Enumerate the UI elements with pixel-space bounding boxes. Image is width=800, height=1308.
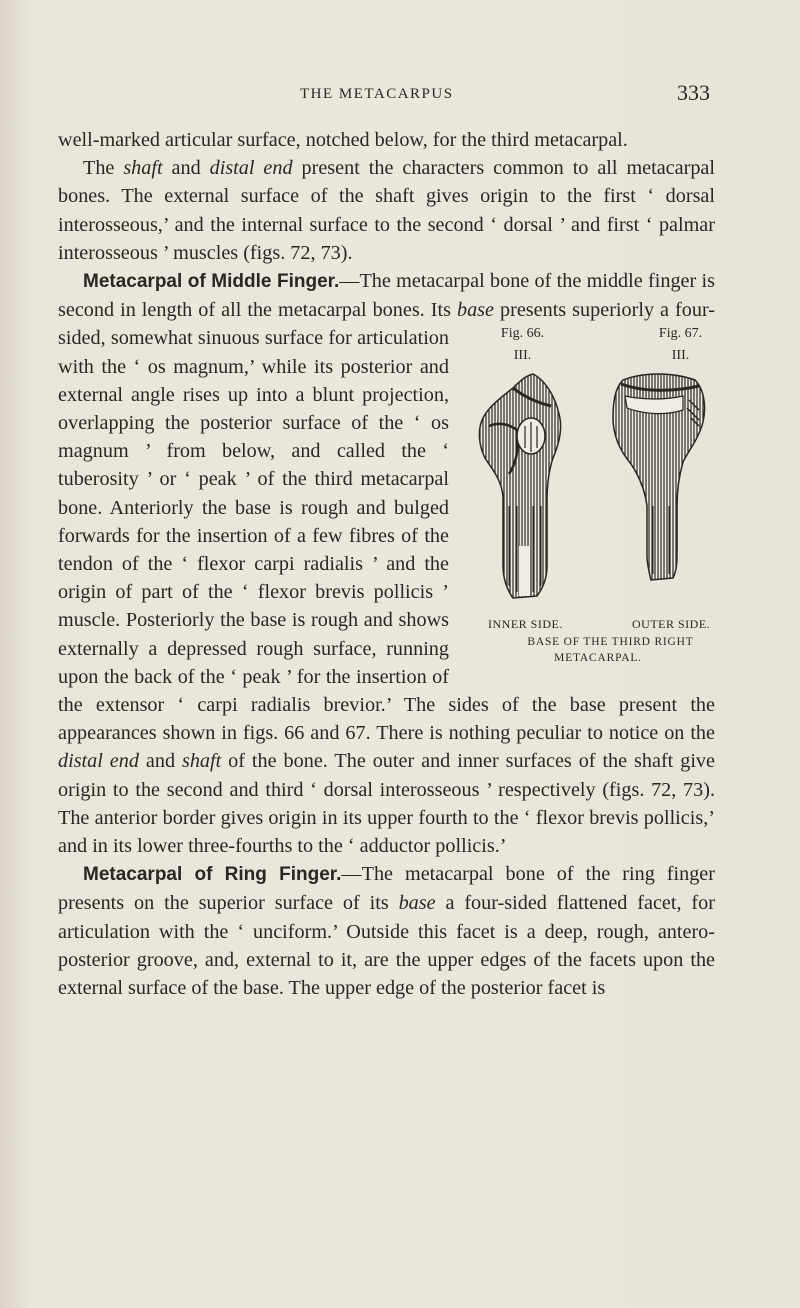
italic-term: base [398,892,436,915]
text-run: and [138,750,182,773]
section-heading-ring-finger: Metacarpal of Ring Finger. [83,864,342,886]
text-run: present the characters common to all metacarpal bones. The external surface of the shaft gives origin to the first ‘ dorsal interosseous,’ and the internal surface to the second ‘ dorsal ’ and first ‘ palmar interosseous ’ muscles (figs. 72, 73). [58,157,715,264]
italic-term: distal end [58,750,139,773]
inner-side-label: INNER SIDE. [488,617,563,632]
italic-term: shaft [181,750,222,773]
fig-66-label: Fig. 66. [500,326,545,342]
text-run: The [83,157,124,180]
caption-line-1: BASE OF THE THIRD RIGHT [527,636,694,649]
paragraph-continuation [58,126,715,154]
figure-caption [483,634,713,666]
paragraph-middle-finger [58,267,715,860]
figure-66-67 [463,326,715,678]
italic-term: shaft [123,157,163,180]
italic-term: distal end [209,157,293,180]
paragraph-text: well-marked articular surface, notched below, for the third metacarpal. [58,129,628,151]
paragraph-ring-finger [58,860,715,1002]
text-run: —The metacarpal bone of the ring finger presents on the superior surface of its [58,863,715,915]
text-run: and [162,157,210,180]
italic-term: base [456,299,494,322]
text-run: —The metacarpal bone of the middle finger is second in length of all the metacarpal bones. Its [58,270,715,322]
page-number: 333 [677,80,710,105]
bone-outer-side-illustration [603,366,713,601]
section-heading-middle-finger: Metacarpal of Middle Finger. [83,271,340,293]
text-run: presents superiorly a four-sided, somewhat sinuous surface for articulation with the ‘ os magnum,’ while its posterior and external angle rises up into a blunt projection, overlapping the posterior surface of the ‘ os magnum ’ from below, and called the ‘ tuberosity ’ or ‘ peak ’ of the third metacarpal bone. Anteriorly the base is rough and bulged forwards for the insertion of a few fibres of the tendon of the ‘ flexor carpi radialis ’ and the origin of part of the ‘ flexor brevis pollicis ’ muscle. Posteriorly the base is rough and shows externally a depressed rough surface, running upon the back of the ‘ peak ’ for the insertion of the extensor ‘ carpi radialis brevior.’ The sides of the base present the appearances shown in figs. 66 and 67. There is nothing peculiar to notice on the [58,299,715,745]
body-text [58,126,715,1002]
paragraph-shaft-distal [58,154,715,267]
bone-inner-side-illustration [473,366,573,601]
fig-67-numeral: III. [671,348,690,364]
caption-line-2: METACARPAL. [554,652,642,665]
text-run: a four-sided flattened facet, for articulation with the ‘ unciform.’ Outside this facet is a deep, rough, antero-posterior groove, and, external to it, are the upper edges of the facets upon the external surface of the base. The upper edge of the posterior facet is [58,892,715,1000]
running-title: THE METACARPUS [300,86,454,102]
outer-side-label: OUTER SIDE. [632,617,711,632]
fig-67-label: Fig. 67. [658,326,703,342]
text-run: of the bone. The outer and inner surfaces of the shaft give origin to the second and third ‘ dorsal interosseous ’ respectively (figs. 72, 73). The anterior border gives origin in its upper fourth to the ‘ flexor brevis pollicis,’ and in its lower three-fourths to the ‘ adductor pollicis.’ [58,750,715,858]
fig-66-numeral: III. [513,348,532,364]
